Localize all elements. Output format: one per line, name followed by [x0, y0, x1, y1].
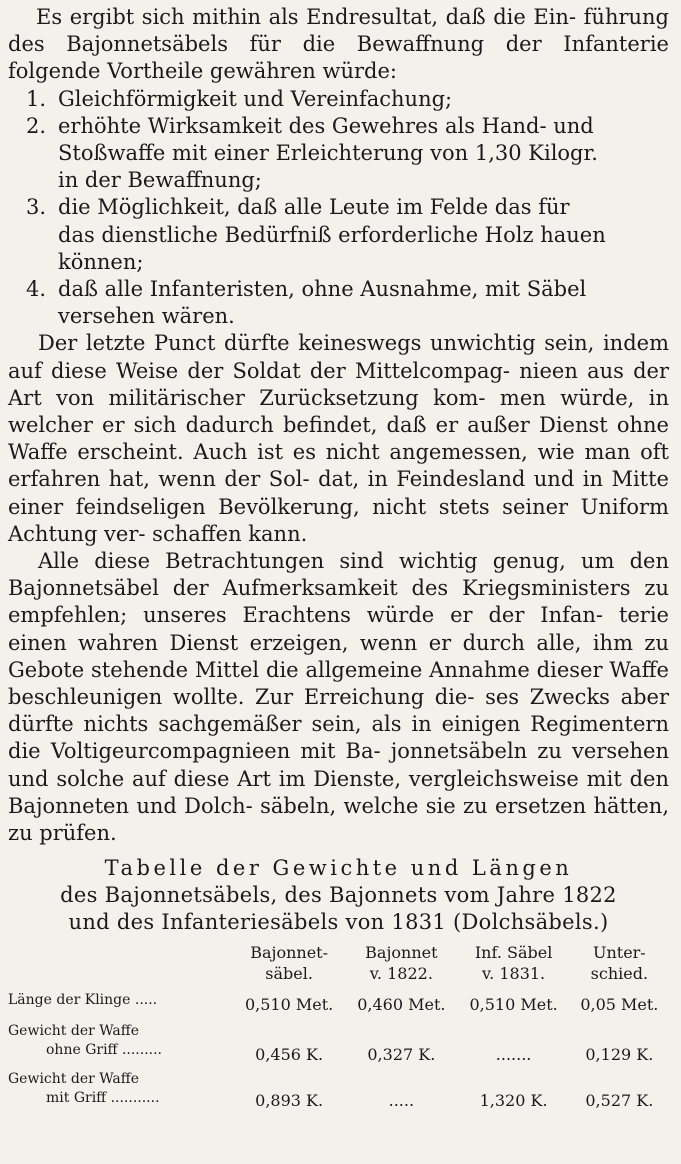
text-line: Der letzte Punct dürfte keineswegs unwichtig sein,	[38, 331, 595, 356]
item-number: 1.	[26, 86, 47, 111]
item-number: 2.	[26, 113, 47, 138]
table-subtitle-line: des Bajonnetsäbels, des Bajonnets vom Jahre 1822	[60, 883, 617, 908]
table-cell: 0,510 Met.	[469, 995, 558, 1015]
table-cell: 0,327 K.	[367, 1045, 436, 1065]
table-cell: 0,510 Met.	[244, 995, 334, 1015]
table-cell: 0,460 Met.	[357, 995, 446, 1015]
text-line: ses Zwecks aber dürfte nichts sachgemäßer sein, als in	[8, 685, 669, 737]
text-line: dieser Waffe beschleunigen wollte. Zur Erreichung die-	[8, 657, 669, 710]
table-row	[8, 1066, 669, 1112]
text-line: führung des Bajonnetsäbels für die Bewaffnung der	[8, 5, 669, 57]
table-cell: 0,456 K.	[255, 1045, 324, 1065]
text-line: Stoßwaffe mit einer Erleichterung von 1,30 Kilogr.	[58, 141, 598, 166]
table-cell: 0,05 Met.	[580, 995, 659, 1015]
table-title	[8, 855, 669, 936]
header-line: v. 1831.	[482, 964, 546, 984]
text-line: jonnetsäbeln zu versehen und solche auf diese Art im	[8, 739, 670, 791]
text-line: ihm zu Gebote stehende Mittel die allgemeine Annahme	[8, 630, 670, 682]
text-line: außer Dienst ohne Waffe erscheint. Auch ist es nicht	[8, 413, 669, 465]
row-label	[8, 984, 233, 1016]
item-text	[58, 194, 669, 276]
column-header	[570, 942, 669, 984]
column-header	[345, 942, 457, 984]
item-number: 4.	[26, 277, 47, 302]
text-line: die Möglichkeit, daß alle Leute im Felde das für	[58, 195, 570, 220]
item-text	[58, 86, 669, 113]
list-item	[8, 276, 669, 330]
table-cell: 0,893 K.	[255, 1091, 324, 1111]
header-line: Inf. Säbel	[474, 943, 553, 963]
text-line: Bevölkerung, nicht stets seiner Uniform Achtung ver-	[8, 494, 669, 546]
header-line: Bajonnet-	[250, 943, 329, 963]
label-line: Gewicht der Waffe	[8, 1071, 140, 1088]
text-line: in der Bewaffnung;	[58, 168, 262, 193]
table-subtitle-line: und des Infanteriesäbels von 1831 (Dolchsäbels.)	[68, 910, 609, 935]
item-text	[58, 276, 669, 330]
table-cell: 0,129 K.	[585, 1045, 654, 1065]
label-line: Gewicht der Waffe	[8, 1023, 140, 1040]
table-cell: .....	[388, 1091, 415, 1111]
column-header	[457, 942, 569, 984]
text-line: zu empfehlen; unseres Erachtens würde er der Infan-	[8, 576, 669, 628]
text-line: indem auf diese Weise der Soldat der Mittelcompag-	[8, 331, 669, 383]
text-line: Infanterie folgende Vortheile gewähren würde:	[8, 32, 669, 84]
header-line: Bajonnet	[365, 943, 438, 963]
table-title-line: Tabelle der Gewichte und Längen	[104, 856, 573, 881]
text-line: men würde, in welcher er sich dadurch befindet, daß er	[8, 385, 669, 438]
body-paragraph	[8, 548, 669, 847]
intro-paragraph	[8, 4, 669, 86]
row-label	[8, 1066, 233, 1112]
text-line: nieen aus der Art von militärischer Zurücksetzung kom-	[8, 358, 669, 410]
body-paragraph	[8, 330, 669, 548]
text-line: einigen Regimentern die Voltigeurcompagnieen mit Ba-	[8, 712, 669, 764]
row-label	[8, 1016, 233, 1066]
header-line: schied.	[590, 964, 649, 984]
table-cell: 1,320 K.	[479, 1091, 548, 1111]
list-item	[8, 113, 669, 195]
text-line: Alle diese Betrachtungen sind wichtig genug, um den	[38, 549, 669, 574]
table-row	[8, 984, 669, 1016]
text-line: daß alle Infanteristen, ohne Ausnahme, mit Säbel	[58, 277, 587, 302]
text-line: Dienste, vergleichsweise mit den Bajonneten und Dolch-	[8, 766, 669, 818]
header-line: säbel.	[265, 964, 313, 984]
text-line: Gleichförmigkeit und Vereinfachung;	[58, 86, 453, 111]
item-text	[58, 113, 669, 195]
table-cell: .......	[495, 1045, 532, 1065]
text-line: dat, in Feindesland und in Mitte einer feindseligen	[8, 467, 669, 519]
text-line: versehen wären.	[58, 304, 235, 329]
text-line: das dienstliche Bedürfniß erforderliche Holz hauen	[58, 222, 606, 247]
table-cell: 0,527 K.	[585, 1091, 654, 1111]
text-line: terie einen wahren Dienst erzeigen, wenn er durch alle,	[8, 603, 669, 655]
column-header	[233, 942, 345, 984]
label-line: mit Griff ...........	[46, 1090, 160, 1107]
header-line: Unter-	[592, 943, 646, 963]
table-row	[8, 1016, 669, 1066]
text-line: schaffen kann.	[152, 521, 308, 546]
text-line: säbeln, welche sie zu ersetzen hätten, zu prüfen.	[8, 793, 669, 846]
header-line: v. 1822.	[369, 964, 433, 984]
list-item	[8, 194, 669, 276]
text-line: Es ergibt sich mithin als Endresultat, daß die Ein-	[36, 5, 577, 29]
weights-lengths-table	[8, 942, 669, 1112]
text-line: erhöhte Wirksamkeit des Gewehres als Hand- und	[58, 113, 594, 138]
text-line: können;	[58, 249, 144, 274]
item-number: 3.	[26, 195, 47, 220]
list-item	[8, 86, 669, 113]
article-body	[8, 4, 669, 847]
label-line: ohne Griff .........	[46, 1042, 162, 1059]
text-line: Bajonnetsäbel der Aufmerksamkeit des Kriegsministers	[8, 576, 631, 601]
advantages-list	[8, 86, 669, 331]
text-line: angemessen, wie man oft erfahren hat, wenn der Sol-	[8, 440, 669, 492]
header-empty	[8, 942, 233, 984]
table-header-row	[8, 942, 669, 984]
label-line: Länge der Klinge .....	[8, 991, 158, 1008]
